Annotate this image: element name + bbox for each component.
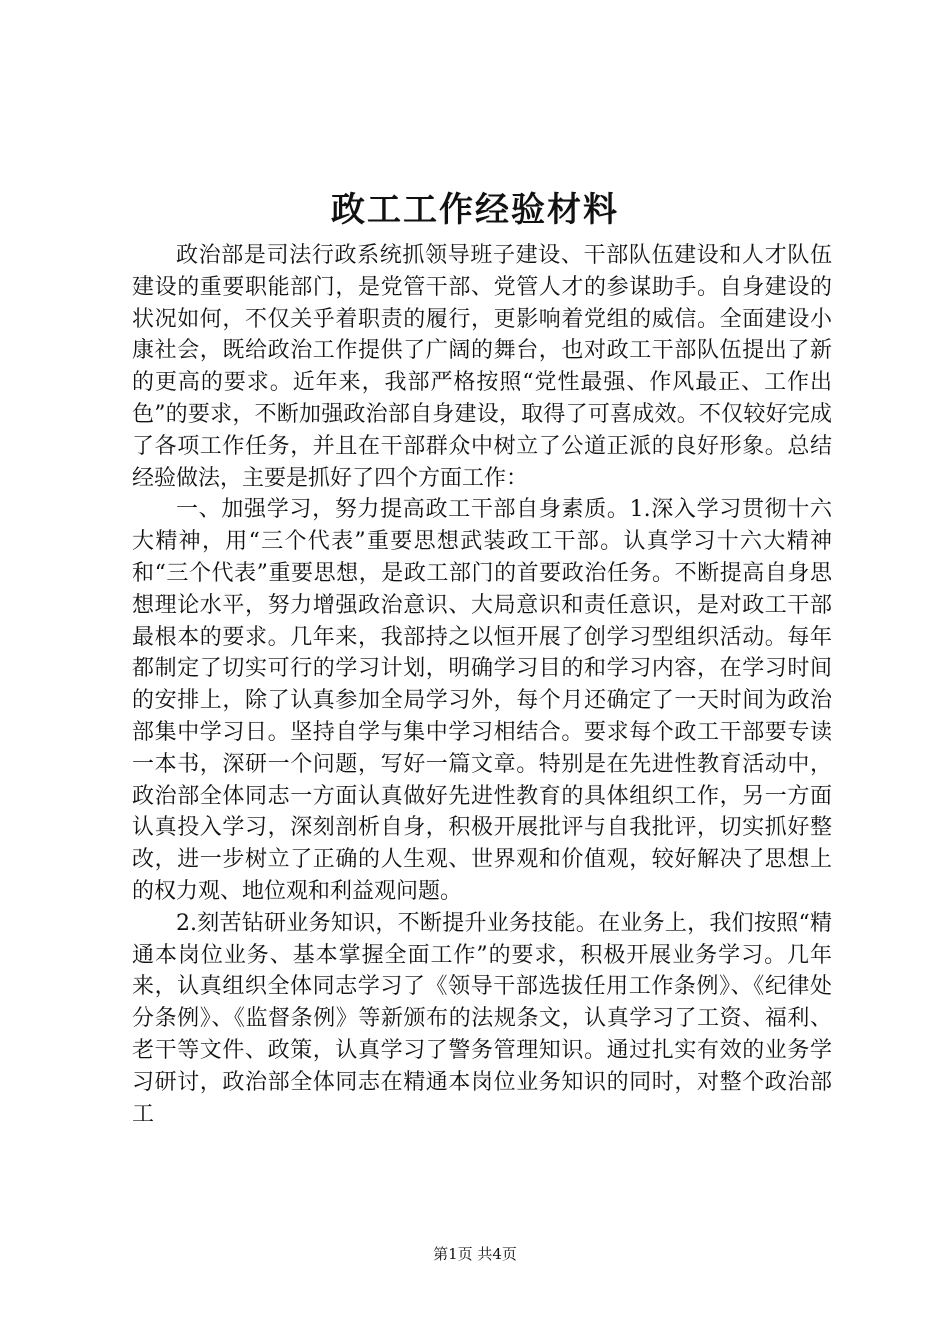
page-footer: 第1页 共4页 [433,1245,517,1263]
paragraph-section-two: 2.刻苦钻研业务知识，不断提升业务技能。在业务上，我们按照“精通本岗位业务、基本掌握全面工作”的要求，积极开展业务学习。几年来，认真组织全体同志学习了《领导干部选拔任用工作条例》、《纪律处分条例》、《监督条例》等新颁布的法规条文，认真学习了工资、福利、老干等文件、政策，认真学习了警务管理知识。通过扎实有效的业务学习研讨，政治部全体同志在精通本岗位业务知识的同时，对整个政治部工 [132,910,832,1127]
paragraph-section-one: 一、加强学习，努力提高政工干部自身素质。1.深入学习贯彻十六大精神，用“三个代表”重要思想武装政工干部。认真学习十六大精神和“三个代表”重要思想，是政工部门的首要政治任务。不断提高自身思想理论水平，努力增强政治意识、大局意识和责任意识，是对政工干部最根本的要求。几年来，我部持之以恒开展了创学习型组织活动。每年都制定了切实可行的学习计划，明确学习目的和学习内容，在学习时间的安排上，除了认真参加全局学习外，每个月还确定了一天时间为政治部集中学习日。坚持自学与集中学习相结合。要求每个政工干部要专读一本书，深研一个问题，写好一篇文章。特别是在先进性教育活动中，政治部全体同志一方面认真做好先进性教育的具体组织工作，另一方面认真投入学习，深刻剖析自身，积极开展批评与自我批评，切实抓好整改，进一步树立了正确的人生观、世界观和价值观，较好解决了思想上的权力观、地位观和利益观问题。 [132,497,832,904]
paragraph-intro: 政治部是司法行政系统抓领导班子建设、干部队伍建设和人才队伍建设的重要职能部门，是党管干部、党管人才的参谋助手。自身建设的状况如何，不仅关乎着职责的履行，更影响着党组的威信。全面建设小康社会，既给政治工作提供了广阔的舞台，也对政工干部队伍提出了新的更高的要求。近年来，我部严格按照“党性最强、作风最正、工作出色”的要求，不断加强政治部自身建设，取得了可喜成效。不仅较好完成了各项工作任务，并且在干部群众中树立了公道正派的良好形象。总结经验做法，主要是抓好了四个方面工作： [132,243,832,491]
document-title: 政工工作经验材料 [331,190,619,230]
document-body [132,240,832,1130]
